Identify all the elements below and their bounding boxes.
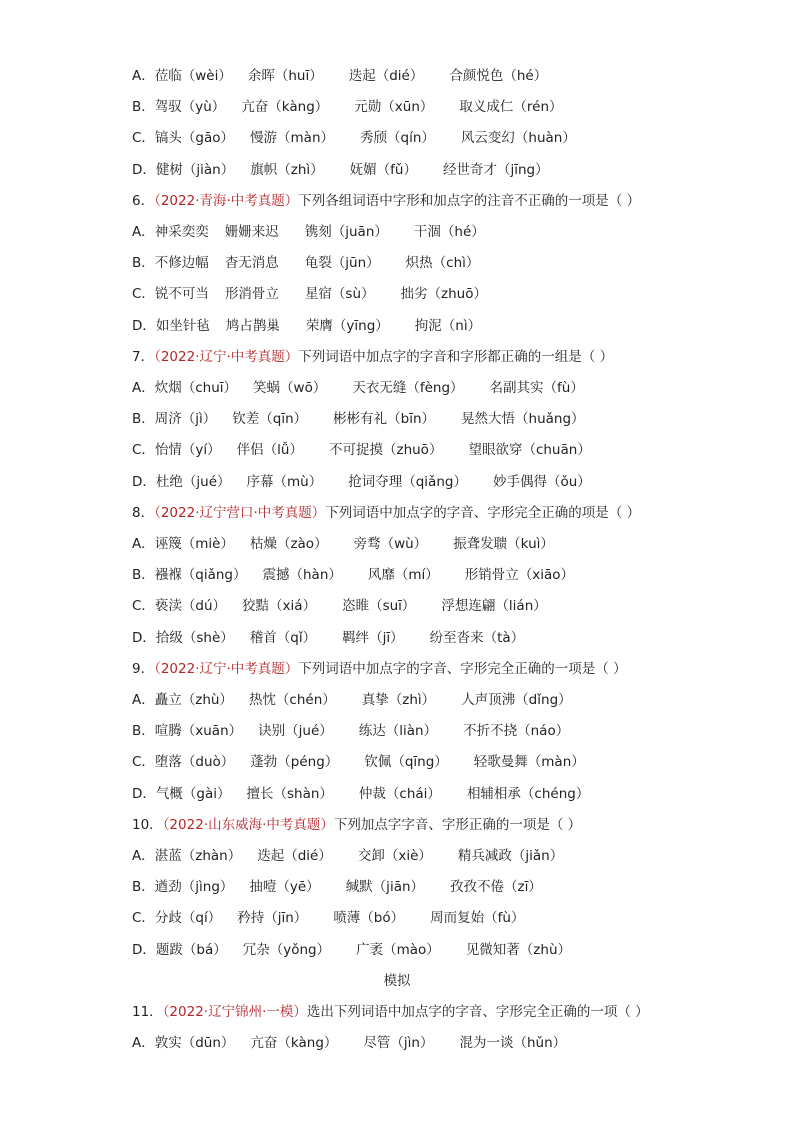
option-row: [132, 284, 754, 304]
option-row: [132, 752, 754, 772]
option-word: 不可捉摸（zhuō）: [328, 442, 443, 459]
option-word: 望眼欲穿（chuān）: [468, 442, 591, 459]
option-row: [132, 222, 754, 242]
question-line: [132, 815, 754, 835]
option-word: 余晖（huī）: [247, 68, 323, 84]
option-word: 炽热（chì）: [405, 255, 480, 272]
option-label-word: A．敦实（dūn）: [132, 1035, 235, 1052]
option-word: 风云变幻（huàn）: [460, 130, 576, 147]
option-word: 伴侣（lǚ）: [236, 442, 303, 459]
option-word: 妩媚（fǔ）: [349, 161, 417, 178]
question-text: 下列词语中加点字的字音和字形都正确的一组是（ ）: [298, 348, 614, 365]
question-source: （2022·辽宁·中考真题）: [154, 348, 299, 365]
option-label-word: B．驾驭（yù）: [132, 99, 226, 116]
option-row: [132, 1033, 754, 1053]
option-word: 冗杂（yǒng）: [242, 941, 331, 958]
option-word: 振聋发聩（kuì）: [453, 536, 554, 552]
option-row: [132, 128, 754, 148]
option-word: 星宿（sù）: [304, 286, 375, 303]
option-word: 诀别（jué）: [258, 723, 333, 740]
question-text: 下列加点字字音、字形正确的一项是（ ）: [333, 816, 582, 833]
option-row: [132, 316, 754, 336]
option-row: [132, 253, 754, 273]
option-word: 形消骨立: [224, 286, 279, 303]
option-word: 练达（liàn）: [358, 723, 438, 740]
option-word: 拙劣（zhuō）: [400, 286, 487, 303]
option-word: 杳无消息: [224, 255, 279, 272]
option-word: 笑蜗（wō）: [253, 380, 327, 396]
question-text: 选出下列词语中加点字的字音、字形完全正确的一项（ ）: [306, 1004, 649, 1020]
option-word: 拘泥（nì）: [414, 317, 482, 334]
option-word: 晃然大悟（huǎng）: [461, 411, 585, 428]
question-line: [132, 1002, 754, 1022]
option-label-word: B．遒劲（jìng）: [132, 879, 234, 896]
option-word: 抽噎（yē）: [249, 879, 320, 896]
option-word: 周而复始（fù）: [430, 910, 525, 927]
option-label-word: B．周济（jì）: [132, 411, 217, 428]
option-row: [132, 628, 754, 648]
option-label-word: D．题跋（bá）: [132, 941, 227, 958]
option-word: 元勋（xūn）: [354, 99, 434, 116]
option-label-word: D．健树（jiàn）: [132, 161, 235, 178]
option-word: 羁绊（jī）: [342, 629, 404, 646]
option-label-word: C．镐头（gāo）: [132, 130, 235, 147]
option-word: 妙手偶得（ǒu）: [492, 473, 591, 490]
option-word: 形销骨立（xiāo）: [464, 567, 575, 584]
option-word: 恣睢（suī）: [342, 598, 416, 615]
question-source: （2022·辽宁营口·中考真题）: [154, 504, 326, 521]
option-word: 矜持（jīn）: [237, 910, 308, 927]
option-row: [132, 846, 754, 866]
option-word: 姗姗来迟: [224, 224, 279, 240]
option-word: 浮想连翩（lián）: [441, 598, 547, 615]
option-word: 名副其实（fù）: [489, 380, 584, 396]
option-word: 热忱（chén）: [248, 692, 336, 708]
option-word: 孜孜不倦（zī）: [450, 879, 542, 896]
option-word: 序幕（mù）: [246, 473, 323, 490]
option-word: 枯燥（zào）: [249, 536, 328, 552]
option-label-word: B．不修边幅: [132, 255, 209, 272]
option-word: 天衣无缝（fèng）: [352, 380, 464, 396]
option-label-word: A．矗立（zhù）: [132, 692, 233, 708]
option-word: 缄默（jiān）: [345, 879, 425, 896]
question-number: 6．: [132, 192, 155, 209]
option-row: [132, 534, 754, 554]
option-word: 合颜悦色（hé）: [449, 68, 548, 84]
option-row: [132, 409, 754, 429]
option-word: 震撼（hàn）: [262, 567, 342, 584]
option-word: 尽管（jìn）: [363, 1035, 434, 1052]
option-word: 擅长（shàn）: [246, 785, 333, 802]
option-row: [132, 565, 754, 585]
question-number: 8．: [132, 504, 155, 521]
option-label-word: D．拾级（shè）: [132, 629, 234, 646]
option-word: 旁骛（wù）: [353, 536, 428, 552]
option-row: [132, 908, 754, 928]
question-source: （2022·青海·中考真题）: [154, 192, 299, 209]
question-number: 9．: [132, 660, 155, 677]
option-word: 荣膺（yīng）: [305, 317, 389, 334]
question-number: 10．: [132, 816, 163, 833]
option-word: 不折不挠（náo）: [463, 723, 570, 740]
question-number: 7．: [132, 348, 155, 365]
question-source: （2022·辽宁锦州·一模）: [162, 1004, 307, 1020]
option-word: 喷薄（bó）: [333, 910, 405, 927]
option-label-word: C．锐不可当: [132, 286, 209, 303]
question-line: [132, 347, 754, 367]
option-word: 真挚（zhì）: [361, 692, 436, 708]
option-word: 秀颀（qín）: [360, 130, 435, 147]
option-word: 相辅相承（chéng）: [466, 785, 590, 802]
question-text: 下列词语中加点字的字音、字形完全正确的项是（ ）: [325, 504, 641, 521]
option-word: 彬彬有礼（bīn）: [333, 411, 436, 428]
option-label-word: B．襁褓（qiǎng）: [132, 567, 247, 584]
option-word: 人声顶沸（dǐng）: [461, 692, 572, 708]
option-word: 钦差（qīn）: [232, 411, 308, 428]
option-row: [132, 721, 754, 741]
option-row: [132, 596, 754, 616]
option-row: [132, 97, 754, 117]
option-word: 混为一谈（hǔn）: [459, 1035, 567, 1052]
option-word: 镌刻（juān）: [304, 224, 388, 240]
option-word: 鸠占鹊巢: [225, 317, 280, 334]
option-word: 精兵减政（jiǎn）: [457, 848, 564, 864]
option-word: 钦佩（qīng）: [364, 754, 448, 771]
option-word: 轻歌曼舞（màn）: [473, 754, 585, 771]
option-word: 仲裁（chái）: [358, 785, 441, 802]
option-word: 亢奋（kàng）: [250, 1035, 338, 1052]
option-label-word: D．如坐针毡: [132, 317, 210, 334]
option-word: 迭起（dié）: [348, 68, 424, 84]
option-row: [132, 66, 754, 86]
option-row: [132, 690, 754, 710]
option-label-word: A．神采奕奕: [132, 224, 209, 240]
option-label-word: C．怡情（yí）: [132, 442, 221, 459]
option-word: 风靡（mí）: [367, 567, 439, 584]
option-label-word: C．堕落（duò）: [132, 754, 235, 771]
option-row: [132, 160, 754, 180]
option-row: [132, 877, 754, 897]
option-word: 纷至沓来（tà）: [429, 629, 525, 646]
option-word: 龟裂（jūn）: [304, 255, 380, 272]
option-row: [132, 784, 754, 804]
question-text: 下列词语中加点字的字音、字形完全正确的一项是（ ）: [298, 660, 627, 677]
option-label-word: D．气概（gài）: [132, 785, 231, 802]
option-label-word: A．湛蓝（zhàn）: [132, 848, 242, 864]
option-word: 交卸（xiè）: [357, 848, 432, 864]
option-label-word: A．炊烟（chuī）: [132, 380, 238, 396]
question-source: （2022·辽宁·中考真题）: [154, 660, 299, 677]
option-word: 取义成仁（rén）: [459, 99, 563, 116]
option-word: 稽首（qǐ）: [249, 629, 317, 646]
option-label-word: D．杜绝（jué）: [132, 473, 231, 490]
option-label-word: B．喧腾（xuān）: [132, 723, 243, 740]
option-row: [132, 940, 754, 960]
option-word: 见微知著（zhù）: [465, 941, 572, 958]
option-row: [132, 472, 754, 492]
option-word: 抢词夺理（qiǎng）: [348, 473, 467, 490]
option-word: 迭起（dié）: [257, 848, 332, 864]
question-line: [132, 503, 754, 523]
question-text: 下列各组词语中字形和加点字的注音不正确的一项是（ ）: [298, 192, 641, 209]
option-row: [132, 440, 754, 460]
option-word: 慢游（màn）: [250, 130, 335, 147]
option-label-word: A．诬篾（miè）: [132, 536, 234, 552]
option-word: 干涸（hé）: [413, 224, 485, 240]
option-label-word: C．分歧（qí）: [132, 910, 222, 927]
option-word: 亢奋（kàng）: [241, 99, 329, 116]
question-line: [132, 659, 754, 679]
option-word: 蓬勃（péng）: [250, 754, 339, 771]
section-heading: 模拟: [383, 972, 411, 989]
option-word: 旗帜（zhì）: [250, 161, 324, 178]
option-word: 狡黠（xiá）: [242, 598, 317, 615]
option-row: [132, 378, 754, 398]
option-word: 经世奇才（jīng）: [442, 161, 549, 178]
question-number: 11．: [132, 1004, 163, 1020]
question-source: （2022·山东威海·中考真题）: [162, 816, 334, 833]
option-label-word: C．亵渎（dú）: [132, 598, 227, 615]
option-label-word: A．莅临（wèi）: [132, 68, 232, 84]
option-word: 广袤（mào）: [356, 941, 440, 958]
question-line: [132, 191, 754, 211]
